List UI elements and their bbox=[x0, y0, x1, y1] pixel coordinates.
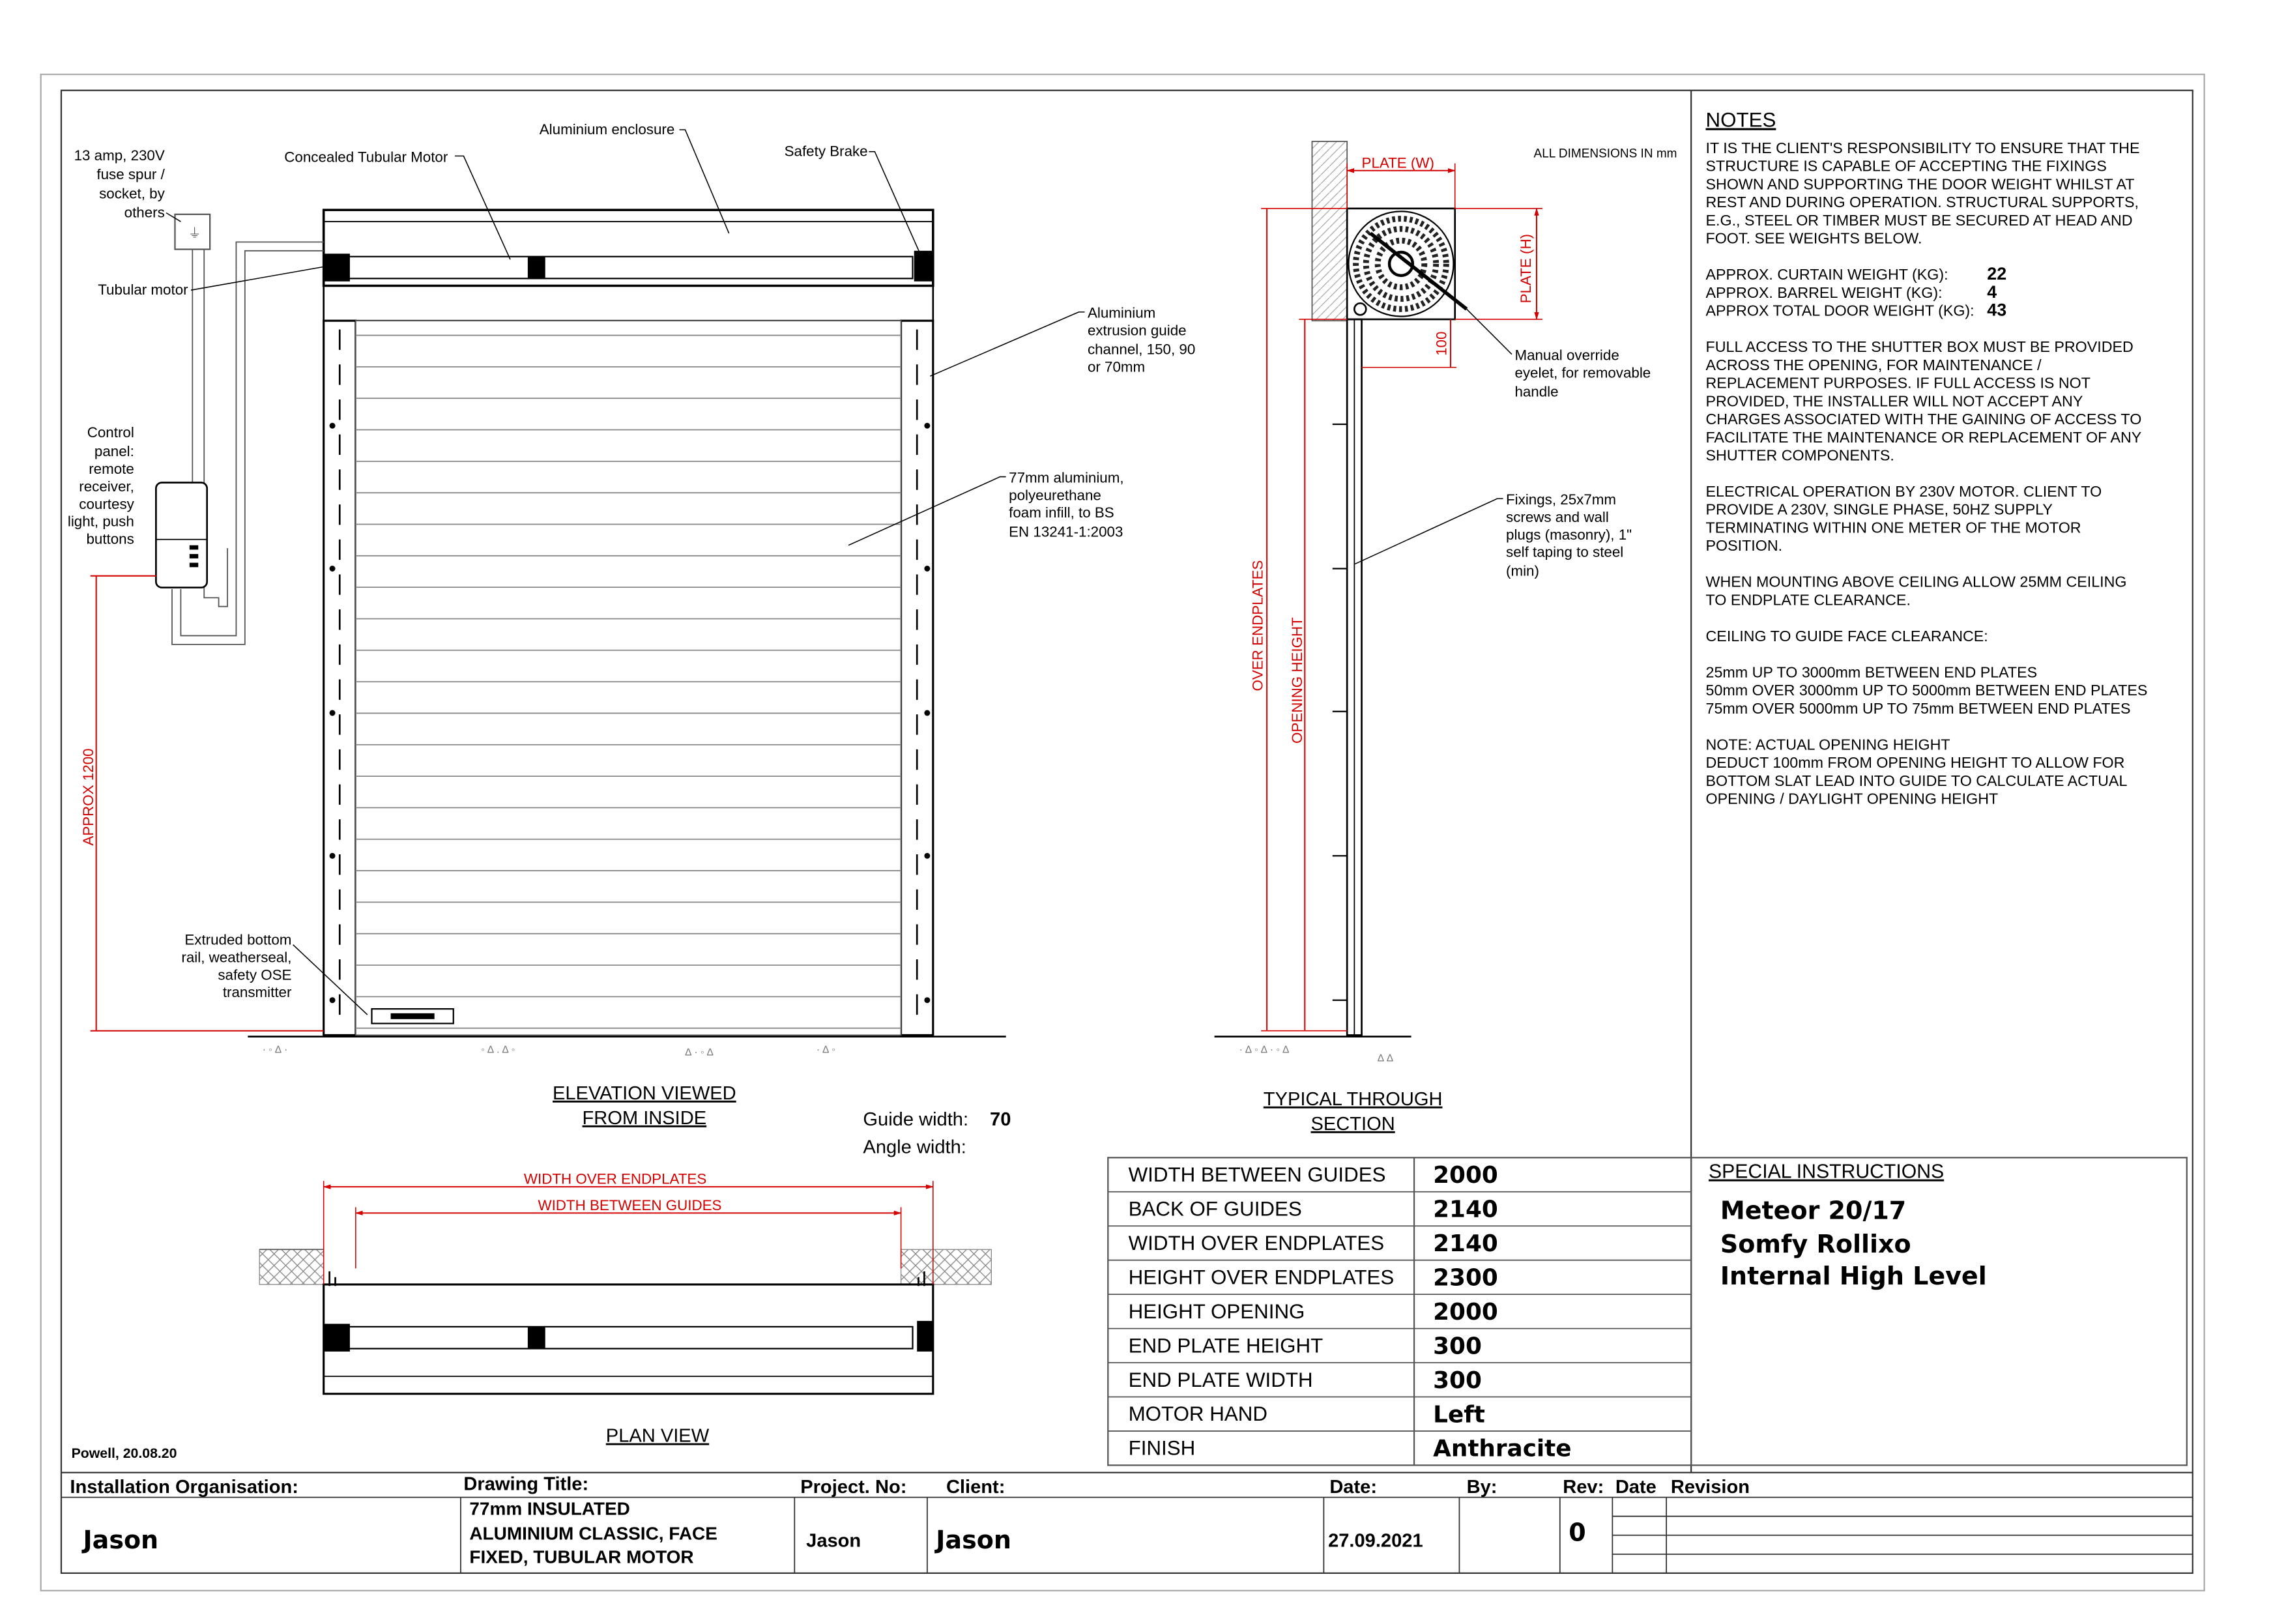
drawing-title-line-1: 77mm INSULATED bbox=[469, 1498, 630, 1519]
notes-line: FACILITATE THE MAINTENANCE OR REPLACEMENT OF ANY bbox=[1705, 428, 2142, 446]
control-panel-label: Control panel: remote receiver, courtesy light, push buttons bbox=[67, 424, 134, 547]
notes-line: SHUTTER COMPONENTS. bbox=[1705, 446, 1894, 464]
notes-line: 75mm OVER 5000mm UP TO 75mm BETWEEN END PLATES bbox=[1705, 699, 2131, 717]
notes-line: PROVIDED, THE INSTALLER WILL NOT ACCEPT ANY bbox=[1705, 392, 2083, 410]
dim-100: 100 bbox=[1433, 331, 1450, 356]
special-line-3: Internal High Level bbox=[1720, 1261, 1987, 1290]
guide-width-block bbox=[863, 1109, 1011, 1158]
spec-row-value: 300 bbox=[1433, 1367, 1482, 1394]
spec-row-label: MOTOR HAND bbox=[1128, 1402, 1267, 1426]
over-endplates-dimension: OVER ENDPLATES bbox=[1249, 560, 1266, 691]
opening-height-dimension: OPENING HEIGHT bbox=[1288, 617, 1305, 744]
notes-panel bbox=[1706, 109, 2148, 807]
plan-view bbox=[259, 1171, 991, 1447]
notes-line: FULL ACCESS TO THE SHUTTER BOX MUST BE PROVIDED bbox=[1705, 338, 2134, 356]
fuse-spur-label: 13 amp, 230V fuse spur / socket, by others bbox=[74, 147, 165, 221]
spec-row-value: 2000 bbox=[1433, 1162, 1498, 1189]
tubular-motor-label: Tubular motor bbox=[98, 281, 188, 298]
guide-channel-label: Aluminium extrusion guide channel, 150, 90 or 70mm bbox=[1087, 304, 1196, 375]
notes-line: CEILING TO GUIDE FACE CLEARANCE: bbox=[1705, 627, 1988, 645]
notes-line: 50mm OVER 3000mm UP TO 5000mm BETWEEN END PLATES bbox=[1705, 682, 2148, 699]
svg-text:· ◦ ∆ ·: · ◦ ∆ · bbox=[262, 1044, 288, 1056]
drawing-title-line-2: ALUMINIUM CLASSIC, FACE bbox=[469, 1523, 717, 1544]
approx-1200-dimension: APPROX 1200 bbox=[80, 748, 97, 846]
weight-value: 43 bbox=[1987, 300, 2007, 320]
weight-value: 22 bbox=[1987, 264, 2007, 284]
spec-row-value: 300 bbox=[1433, 1333, 1482, 1360]
section-view bbox=[1215, 141, 1677, 1135]
project-no-value: Jason bbox=[806, 1530, 861, 1552]
spec-row-value: 2300 bbox=[1433, 1264, 1498, 1292]
notes-title: NOTES bbox=[1705, 108, 1776, 132]
spec-row-label: BACK OF GUIDES bbox=[1128, 1197, 1302, 1221]
plan-view-caption: PLAN VIEW bbox=[605, 1425, 710, 1447]
date-value: 27.09.2021 bbox=[1328, 1530, 1423, 1552]
width-over-endplates-dimension: WIDTH OVER ENDPLATES bbox=[523, 1170, 707, 1187]
svg-text:◦ ∆ . ∆ ◦: ◦ ∆ . ∆ ◦ bbox=[481, 1044, 515, 1056]
elevation-caption: ELEVATION VIEWED FROM INSIDE bbox=[552, 1082, 736, 1129]
spec-row-label: HEIGHT OVER ENDPLATES bbox=[1128, 1266, 1395, 1289]
notes-line: PROVIDE A 230V, SINGLE PHASE, 50HZ SUPPLY bbox=[1705, 500, 2053, 518]
spec-row-value: Left bbox=[1433, 1401, 1485, 1428]
svg-text:· ∆ ◦: · ∆ ◦ bbox=[816, 1044, 835, 1056]
spec-row-label: WIDTH OVER ENDPLATES bbox=[1128, 1231, 1385, 1254]
control-panel-icon bbox=[156, 483, 207, 588]
title-block bbox=[61, 1473, 2193, 1573]
plate-w-dimension: PLATE (W) bbox=[1361, 154, 1434, 171]
notes-line: REPLACEMENT PURPOSES. IF FULL ACCESS IS NOT bbox=[1705, 374, 2091, 392]
spec-row-label: FINISH bbox=[1128, 1436, 1196, 1460]
notes-line: NOTE: ACTUAL OPENING HEIGHT bbox=[1705, 736, 1950, 753]
all-dimensions-note: ALL DIMENSIONS IN mm bbox=[1533, 147, 1677, 161]
spec-row-value: 2140 bbox=[1433, 1196, 1498, 1223]
spec-row-value: 2000 bbox=[1433, 1298, 1498, 1326]
spec-row-value: Anthracite bbox=[1433, 1435, 1572, 1462]
notes-line: BOTTOM SLAT LEAD INTO GUIDE TO CALCULATE ACTUAL bbox=[1705, 772, 2128, 789]
special-title: SPECIAL INSTRUCTIONS bbox=[1708, 1161, 1945, 1183]
notes-line: APPROX TOTAL DOOR WEIGHT (KG): bbox=[1705, 302, 1975, 319]
drawing-title-label: Drawing Title: bbox=[463, 1473, 589, 1495]
notes-line: 25mm UP TO 3000mm BETWEEN END PLATES bbox=[1705, 663, 2038, 681]
special-line-2: Somfy Rollixo bbox=[1720, 1229, 1911, 1258]
notes-line: ELECTRICAL OPERATION BY 230V MOTOR. CLIENT TO bbox=[1705, 482, 2102, 500]
guide-width-value: 70 bbox=[990, 1109, 1011, 1131]
width-between-guides-dimension: WIDTH BETWEEN GUIDES bbox=[538, 1196, 722, 1213]
spec-row-label: END PLATE HEIGHT bbox=[1128, 1334, 1324, 1357]
client-label: Client: bbox=[946, 1476, 1006, 1498]
notes-line: REST AND DURING OPERATION. STRUCTURAL SUPPORTS, bbox=[1705, 194, 2139, 211]
spec-row-value: 2140 bbox=[1433, 1230, 1498, 1258]
notes-line: APPROX. CURTAIN WEIGHT (KG): bbox=[1705, 266, 1948, 283]
aluminium-enclosure-label: Aluminium enclosure bbox=[539, 121, 675, 138]
notes-line: CHARGES ASSOCIATED WITH THE GAINING OF ACCESS TO bbox=[1705, 411, 2142, 428]
manual-override-label: Manual override eyelet, for removable handle bbox=[1514, 347, 1651, 400]
spec-table bbox=[1108, 1157, 1691, 1465]
org-label: Installation Organisation: bbox=[70, 1476, 298, 1498]
rev-value: 0 bbox=[1569, 1518, 1586, 1547]
rev-date-label: Date bbox=[1615, 1476, 1657, 1498]
plate-h-dimension: PLATE (H) bbox=[1518, 233, 1535, 304]
fixings-label: Fixings, 25x7mm screws and wall plugs (masonry), 1" self taping to steel (min) bbox=[1506, 491, 1632, 579]
angle-width-label: Angle width: bbox=[863, 1137, 966, 1158]
notes-line: APPROX. BARREL WEIGHT (KG): bbox=[1705, 283, 1943, 301]
spec-row-label: HEIGHT OPENING bbox=[1128, 1299, 1305, 1323]
safety-brake-label: Safety Brake bbox=[784, 143, 868, 160]
svg-text:∆ · ◦ ∆: ∆ · ◦ ∆ bbox=[685, 1047, 714, 1058]
notes-line: E.G., STEEL OR TIMBER MUST BE SECURED AT HEAD AND bbox=[1705, 211, 2133, 229]
notes-line: ACROSS THE OPENING, FOR MAINTENANCE / bbox=[1705, 356, 2042, 373]
drawing-title-line-3: FIXED, TUBULAR MOTOR bbox=[469, 1546, 694, 1567]
rev-label: Rev: bbox=[1563, 1476, 1604, 1498]
spec-row-label: WIDTH BETWEEN GUIDES bbox=[1128, 1163, 1386, 1187]
notes-line: POSITION. bbox=[1705, 537, 1783, 555]
notes-line: IT IS THE CLIENT'S RESPONSIBILITY TO ENSURE THAT THE bbox=[1705, 139, 2140, 156]
notes-line: OPENING / DAYLIGHT OPENING HEIGHT bbox=[1705, 790, 1999, 807]
client-value: Jason bbox=[936, 1525, 1011, 1554]
elevation-view bbox=[68, 121, 1195, 1129]
org-value: Jason bbox=[83, 1525, 159, 1554]
special-instructions bbox=[1691, 1157, 2187, 1465]
notes-line: TO ENDPLATE CLEARANCE. bbox=[1705, 591, 1911, 609]
guide-width-label: Guide width: bbox=[863, 1109, 969, 1131]
revision-label: Revision bbox=[1670, 1476, 1750, 1498]
svg-text:∆ ∆: ∆ ∆ bbox=[1378, 1052, 1393, 1064]
weight-value: 4 bbox=[1987, 282, 1997, 302]
special-line-1: Meteor 20/17 bbox=[1720, 1196, 1907, 1225]
section-caption: TYPICAL THROUGH SECTION bbox=[1263, 1088, 1443, 1135]
project-no-label: Project. No: bbox=[800, 1476, 907, 1498]
author-stamp: Powell, 20.08.20 bbox=[71, 1445, 177, 1462]
date-label: Date: bbox=[1329, 1476, 1378, 1498]
notes-line: TERMINATING WITHIN ONE METER OF THE MOTOR bbox=[1705, 519, 2081, 536]
notes-line: DEDUCT 100mm FROM OPENING HEIGHT TO ALLOW FOR bbox=[1705, 754, 2125, 772]
by-label: By: bbox=[1466, 1476, 1497, 1498]
svg-text:⏚: ⏚ bbox=[188, 226, 201, 241]
notes-line: SHOWN AND SUPPORTING THE DOOR WEIGHT WHILST AT bbox=[1705, 175, 2135, 193]
notes-line: FOOT. SEE WEIGHTS BELOW. bbox=[1705, 229, 1922, 247]
notes-line: WHEN MOUNTING ABOVE CEILING ALLOW 25MM CEILING bbox=[1705, 573, 2127, 590]
concealed-motor-label: Concealed Tubular Motor bbox=[284, 149, 448, 166]
spec-row-label: END PLATE WIDTH bbox=[1128, 1368, 1313, 1391]
svg-text:· ∆ ◦ ∆ · ◦ ∆: · ∆ ◦ ∆ · ◦ ∆ bbox=[1239, 1044, 1289, 1056]
notes-line: STRUCTURE IS CAPABLE OF ACCEPTING THE FIXINGS bbox=[1705, 157, 2107, 175]
curtain-infill-label: 77mm aluminium, polyeurethane foam infill, to BS EN 13241-1:2003 bbox=[1009, 469, 1124, 540]
bottom-rail-label: Extruded bottom rail, weatherseal, safety OSE transmitter bbox=[181, 931, 292, 1001]
